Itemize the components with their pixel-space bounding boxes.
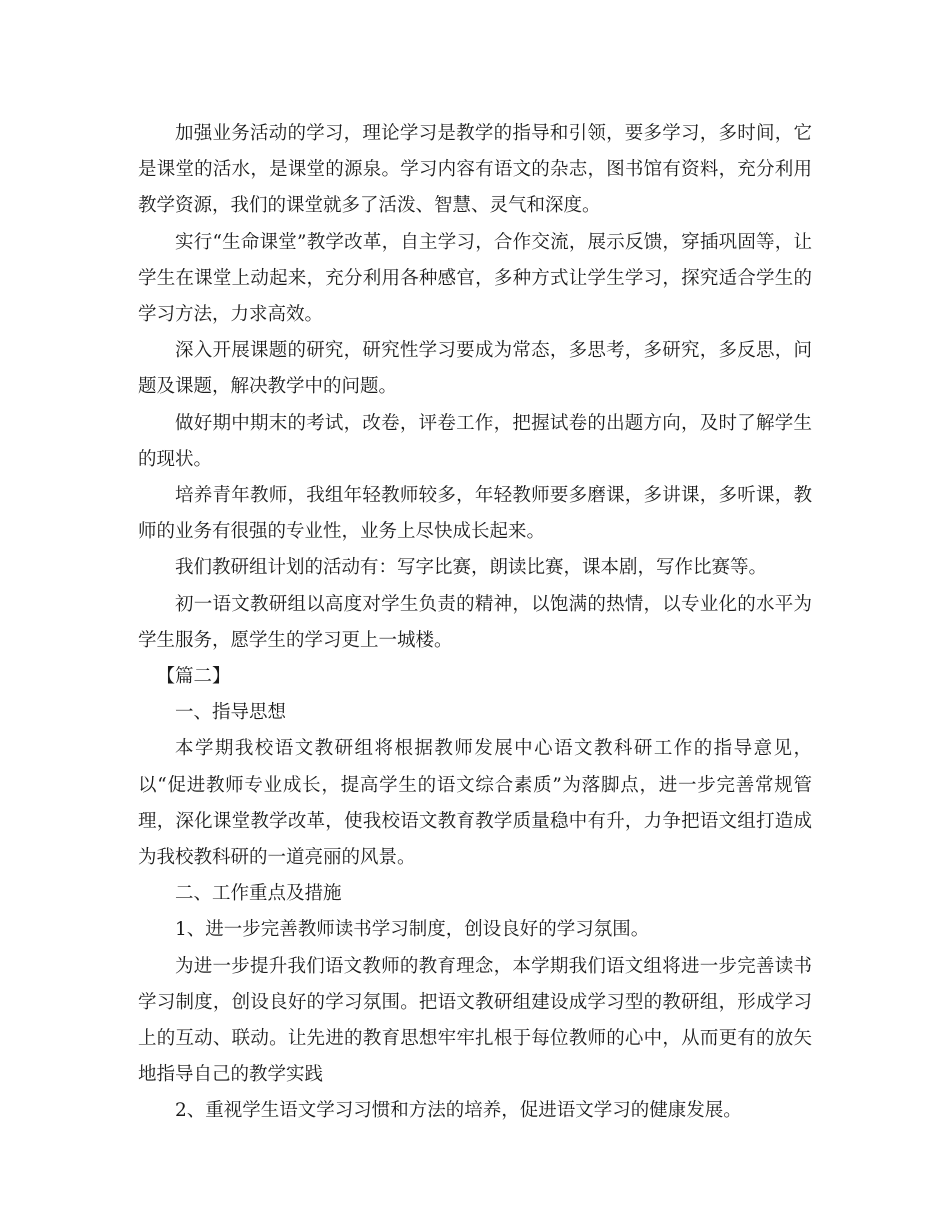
- subheading-guiding-ideology: 一、指导思想: [175, 702, 287, 724]
- paragraph-exams: 做好期中期末的考试，改卷，评卷工作，把握试卷的出题方向，及时了解学生的现状。: [138, 412, 812, 470]
- paragraph-life-classroom: 实行“生命课堂”教学改革，自主学习，合作交流，展示反馈，穿插巩固等，让学生在课堂上动起来，充分利用各种感官，多种方式让学生学习，探究适合学生的学习方法，力求高效。: [138, 231, 812, 326]
- section-heading-part-two: 【篇二】: [156, 666, 231, 688]
- list-item-1: 1、进一步完善教师读书学习制度，创设良好的学习氛围。: [175, 919, 650, 941]
- subheading-work-focus: 二、工作重点及措施: [175, 883, 342, 905]
- list-item-2: 2、重视学生语文学习习惯和方法的培养，促进语文学习的健康发展。: [175, 1100, 742, 1122]
- paragraph-reading-system: 为进一步提升我们语文教师的教育理念，本学期我们语文组将进一步完善读书学习制度，创设良好的学习氛围。把语文教研组建设成学习型的教研组，形成学习上的互动、联动。让先进的教育思想牢牢扎根于每位教师的心中，从而更有的放矢地指导自己的教学实践: [138, 955, 812, 1086]
- paragraph-study-activities: 加强业务活动的学习，理论学习是教学的指导和引领，要多学习，多时间，它是课堂的活水，是课堂的源泉。学习内容有语文的杂志，图书馆有资料，充分利用教学资源，我们的课堂就多了活泼、智慧、灵气和深度。: [138, 123, 812, 217]
- paragraph-activities: 我们教研组计划的活动有：写字比赛，朗读比赛，课本剧，写作比赛等。: [175, 557, 768, 579]
- paragraph-summary: 初一语文教研组以高度对学生负责的精神，以饱满的热情，以专业化的水平为学生服务，愿学生的学习更上一城楼。: [138, 593, 812, 651]
- paragraph-research-topics: 深入开展课题的研究，研究性学习要成为常态，多思考，多研究，多反思，问题及课题，解决教学中的问题。: [138, 340, 812, 398]
- paragraph-young-teachers: 培养青年教师，我组年轻教师较多，年轻教师要多磨课，多讲课，多听课，教师的业务有很强的专业性，业务上尽快成长起来。: [138, 485, 812, 543]
- paragraph-guiding-ideology: 本学期我校语文教研组将根据教师发展中心语文教科研工作的指导意见，以“促进教师专业成长，提高学生的语文综合素质”为落脚点，进一步完善常规管理，深化课堂教学改革，使我校语文教育教学质量稳中有升，力争把语文组打造成为我校教科研的一道亮丽的风景。: [138, 738, 812, 869]
